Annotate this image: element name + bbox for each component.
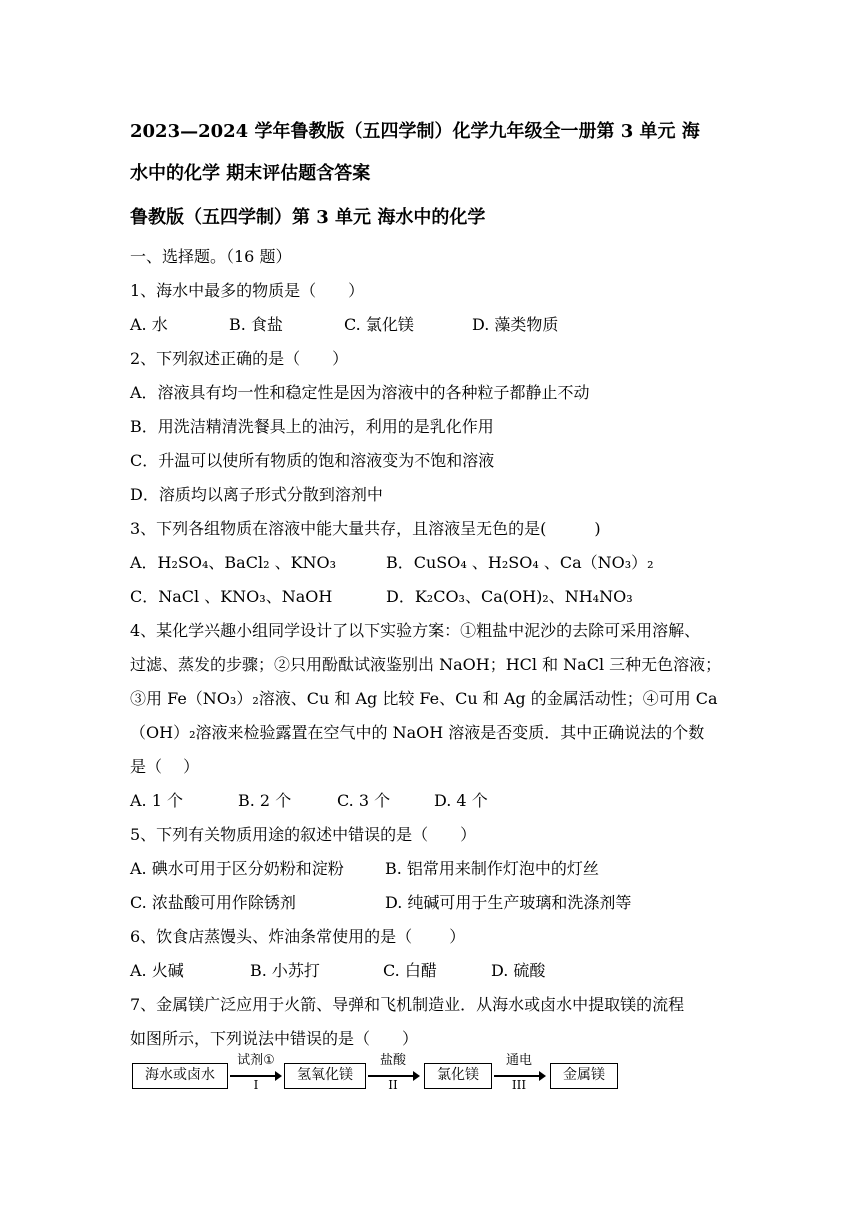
question-2-option-c: C．升温可以使所有物质的饱和溶液变为不饱和溶液	[130, 451, 495, 470]
question-6-option-c: C. 白醋	[383, 961, 437, 980]
question-4-stem-line-1: 4、某化学兴趣小组同学设计了以下实验方案：①粗盐中泥沙的去除可采用溶解、	[130, 621, 701, 640]
question-3-option-b: B．CuSO₄ 、H₂SO₄ 、Ca（NO₃）₂	[386, 553, 654, 572]
question-1-option-b: B. 食盐	[229, 315, 283, 334]
question-3-option-a: A．H₂SO₄、BaCl₂ 、KNO₃	[130, 553, 337, 572]
question-7-stem-line-1: 7、金属镁广泛应用于火箭、导弹和飞机制造业．从海水或卤水中提取镁的流程	[130, 995, 685, 1014]
question-5-stem: 5、下列有关物质用途的叙述中错误的是（ ）	[130, 825, 477, 844]
question-6-option-d: D. 硫酸	[491, 961, 546, 980]
flow-arrow-1-label: 试剂①	[237, 1053, 275, 1068]
question-4-option-b: B. 2 个	[238, 791, 292, 810]
question-4-option-d: D. 4 个	[434, 791, 488, 810]
question-2-stem: 2、下列叙述正确的是（ ）	[130, 349, 349, 368]
question-6-option-b: B. 小苏打	[250, 961, 320, 980]
question-6-option-a: A. 火碱	[130, 961, 184, 980]
question-4-option-a: A. 1 个	[130, 791, 183, 810]
flow-arrow-2-step: II	[388, 1078, 398, 1092]
flow-box-seawater: 海水或卤水	[132, 1063, 228, 1089]
question-1-stem: 1、海水中最多的物质是（ ）	[130, 281, 365, 300]
question-4-option-c: C. 3 个	[337, 791, 391, 810]
question-2-option-b: B．用洗洁精清洗餐具上的油污，利用的是乳化作用	[130, 417, 494, 436]
question-6-stem: 6、饮食店蒸馒头、炸油条常使用的是（ ）	[130, 927, 466, 946]
flow-arrow-3-step: III	[511, 1078, 527, 1092]
flow-arrow-1-step: I	[253, 1078, 259, 1092]
flow-arrow-2	[368, 1075, 414, 1077]
question-1-option-d: D. 藻类物质	[472, 315, 559, 334]
question-2-option-d: D．溶质均以离子形式分散到溶剂中	[130, 485, 383, 504]
question-4-stem-line-3: ③用 Fe（NO₃）₂溶液、Cu 和 Ag 比较 Fe、Cu 和 Ag 的金属活动性；④可用 Ca	[130, 689, 718, 708]
question-5-option-b: B. 铝常用来制作灯泡中的灯丝	[385, 859, 599, 878]
question-5-option-c: C. 浓盐酸可用作除锈剂	[130, 893, 296, 912]
document-subtitle: 鲁教版（五四学制）第 3 单元 海水中的化学	[130, 207, 486, 228]
question-7-stem-line-2: 如图所示，下列说法中错误的是（ ）	[130, 1029, 419, 1048]
flow-arrow-3-label: 通电	[505, 1053, 532, 1068]
flow-box-magnesium-chloride: 氯化镁	[424, 1063, 492, 1089]
question-2-option-a: A．溶液具有均一性和稳定性是因为溶液中的各种粒子都静止不动	[130, 383, 590, 402]
flow-arrow-2-label: 盐酸	[379, 1053, 406, 1068]
section-heading: 一、选择题。（16 题）	[130, 247, 292, 266]
document-title-line-2: 水中的化学 期末评估题含答案	[130, 163, 371, 184]
flow-arrow-1	[230, 1075, 276, 1077]
question-3-option-d: D．K₂CO₃、Ca(OH)₂、NH₄NO₃	[386, 587, 633, 606]
question-1-option-c: C. 氯化镁	[344, 315, 414, 334]
question-4-stem-line-5: 是（ ）	[130, 757, 200, 776]
flow-box-magnesium-hydroxide: 氢氧化镁	[284, 1063, 366, 1089]
magnesium-extraction-flowchart	[130, 1055, 650, 1095]
document-title-line-1: 2023—2024 学年鲁教版（五四学制）化学九年级全一册第 3 单元 海	[130, 121, 700, 142]
question-5-option-a: A. 碘水可用于区分奶粉和淀粉	[130, 859, 344, 878]
flow-box-metal-magnesium: 金属镁	[550, 1063, 618, 1089]
question-5-option-d: D. 纯碱可用于生产玻璃和洗涤剂等	[385, 893, 632, 912]
question-4-stem-line-2: 过滤、蒸发的步骤；②只用酚酞试液鉴别出 NaOH；HCl 和 NaCl 三种无色溶液；	[130, 655, 722, 674]
question-4-stem-line-4: （OH）₂溶液来检验露置在空气中的 NaOH 溶液是否变质．其中正确说法的个数	[130, 723, 705, 742]
question-1-option-a: A. 水	[130, 315, 168, 334]
flow-arrow-3	[494, 1075, 540, 1077]
question-3-option-c: C．NaCl 、KNO₃、NaOH	[130, 587, 333, 606]
question-3-stem: 3、下列各组物质在溶液中能大量共存，且溶液呈无色的是( )	[130, 519, 601, 538]
